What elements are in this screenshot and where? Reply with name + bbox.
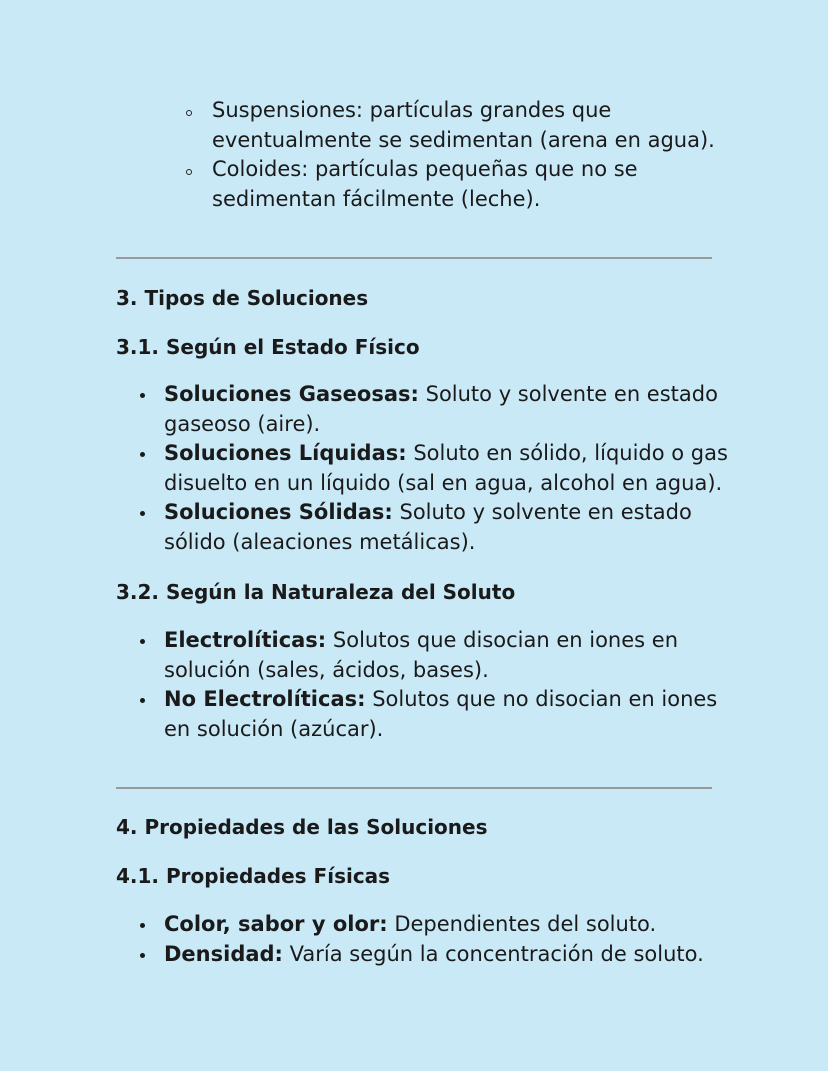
list-item — [186, 96, 746, 155]
list-item — [138, 685, 738, 744]
item-desc: Solutos que disocian en iones en solución (sales, ácidos, bases). — [164, 628, 678, 682]
list-item — [138, 498, 738, 557]
section-divider — [116, 257, 712, 259]
section-4-title: 4. Propiedades de las Soluciones — [116, 815, 488, 839]
physical-state-list — [138, 380, 738, 557]
list-item — [138, 910, 738, 940]
section-3-1-title: 3.1. Según el Estado Físico — [116, 335, 420, 359]
section-3-2-title: 3.2. Según la Naturaleza del Soluto — [116, 580, 516, 604]
item-term: No Electrolíticas: — [164, 687, 366, 711]
section-divider — [116, 787, 712, 789]
solute-nature-list — [138, 626, 738, 744]
bullet-icon — [140, 923, 145, 928]
item-desc: Soluto en sólido, líquido o gas disuelto en un líquido (sal en agua, alcohol en agua). — [164, 441, 728, 495]
bullet-icon — [140, 698, 145, 703]
bullet-icon — [140, 511, 145, 516]
list-item — [186, 155, 746, 214]
item-term: Soluciones Gaseosas: — [164, 382, 419, 406]
item-desc: Soluto y solvente en estado sólido (aleaciones metálicas). — [164, 500, 692, 554]
list-item-text: Coloides: partículas pequeñas que no se sedimentan fácilmente (leche). — [212, 157, 638, 211]
item-desc: Soluto y solvente en estado gaseoso (aire). — [164, 382, 718, 436]
item-term: Color, sabor y olor: — [164, 912, 388, 936]
item-desc: Solutos que no disocian en iones en solución (azúcar). — [164, 687, 718, 741]
bullet-icon — [140, 953, 145, 958]
item-desc: Varía según la concentración de soluto. — [282, 941, 704, 966]
hollow-bullet-icon — [186, 169, 192, 175]
bullet-icon — [140, 393, 145, 398]
list-item — [138, 626, 738, 685]
list-item — [138, 439, 738, 498]
item-term: Soluciones Líquidas: — [164, 441, 407, 465]
list-item — [138, 380, 738, 439]
hollow-bullet-icon — [186, 110, 192, 116]
physical-properties-list — [138, 910, 738, 969]
item-desc: Dependientes del soluto. — [387, 912, 657, 936]
item-term: Densidad: — [164, 941, 283, 966]
item-term: Soluciones Sólidas: — [164, 500, 393, 524]
mixture-types-list — [186, 96, 746, 214]
item-term: Electrolíticas: — [164, 628, 327, 652]
bullet-icon — [140, 452, 145, 457]
list-item — [138, 940, 738, 970]
section-4-1-title: 4.1. Propiedades Físicas — [116, 864, 391, 888]
list-item-text: Suspensiones: partículas grandes que eventualmente se sedimentan (arena en agua). — [212, 98, 715, 152]
bullet-icon — [140, 639, 145, 644]
section-3-title: 3. Tipos de Soluciones — [116, 286, 369, 310]
